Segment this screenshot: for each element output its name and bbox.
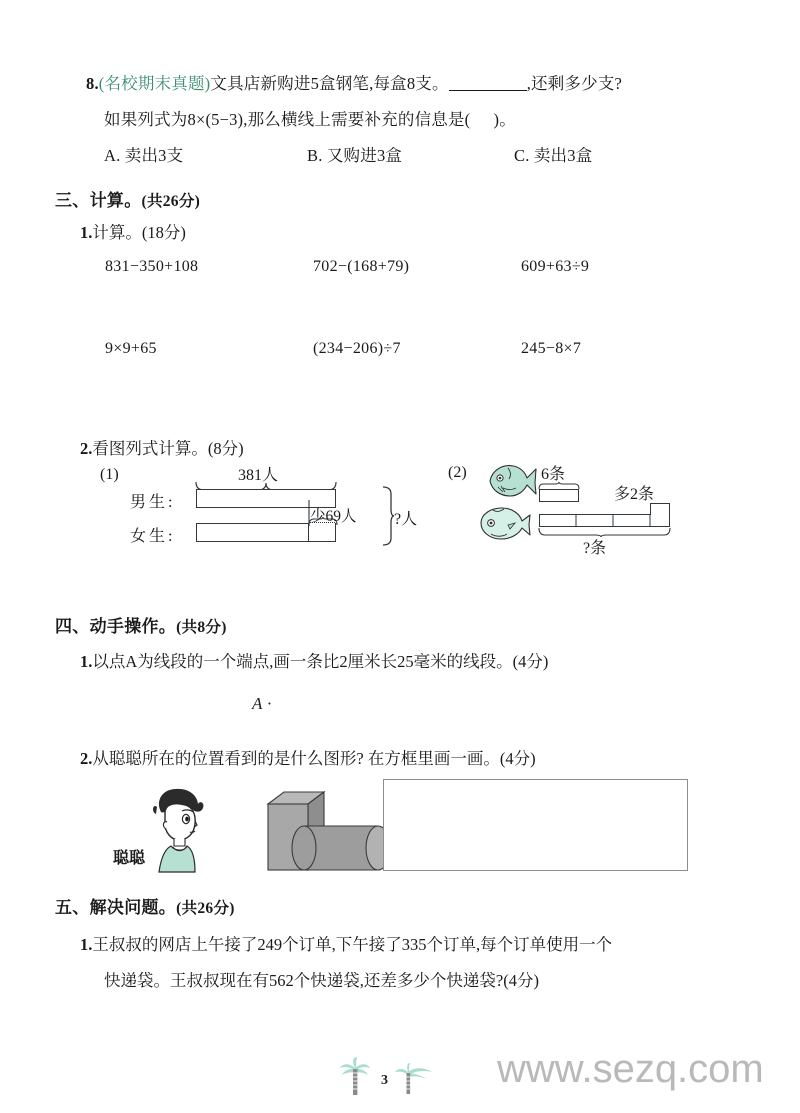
section-4-title: 四、动手操作。 — [55, 617, 177, 636]
question-8-option-a[interactable] — [104, 148, 183, 165]
section-4-sub-2-text: 从聪聪所在的位置看到的是什么图形? 在方框里画一画。 — [92, 749, 500, 768]
section-5-sub-1-line-2 — [104, 967, 539, 991]
question-8-option-c[interactable] — [514, 148, 592, 165]
sub-1-index: 1. — [80, 223, 93, 242]
boy-character-icon — [143, 786, 215, 872]
question-8-fill-blank[interactable] — [449, 90, 527, 91]
diagram-2-extra-segment — [650, 503, 670, 515]
site-watermark: www.sezq.com — [497, 1047, 764, 1091]
section-4-sub-1-text: 以点A为线段的一个端点,画一条比2厘米长25毫米的线段。 — [92, 652, 513, 671]
diagram-2-extra-label: 多2条 — [614, 486, 655, 503]
section-5-sub-1-index: 1. — [80, 935, 93, 954]
page-number: 3 — [381, 1073, 388, 1088]
section-3-sub-2-heading — [80, 435, 244, 459]
question-8-line-2-text: 如果列式为8×(5−3),那么横线上需要补充的信息是( — [104, 110, 471, 129]
diagram-2-lower-bar-ticks — [539, 514, 670, 527]
calc-row1-item1: 831−350+108 — [105, 258, 199, 275]
section-3-title: 三、计算。 — [55, 191, 142, 210]
sub-1-points: (18分) — [141, 223, 186, 242]
sub-2-points: (8分) — [207, 439, 244, 458]
question-8-line-2-end: )。 — [493, 110, 516, 129]
cylinder-solid-icon — [290, 822, 395, 874]
section-4-sub-1 — [80, 648, 548, 672]
section-5-heading — [55, 893, 235, 918]
question-8-answer-slot[interactable] — [470, 110, 493, 129]
calc-row2-item2: (234−206)÷7 — [313, 340, 401, 357]
diagram-2-marker: (2) — [448, 464, 467, 481]
section-5-sub-1-points: (4分) — [503, 971, 539, 990]
section-5-title: 五、解决问题。 — [55, 898, 177, 917]
option-a-label: A. 卖出3支 — [104, 146, 184, 165]
diagram-1-girls-bar — [196, 523, 309, 542]
palm-tree-right-icon — [394, 1062, 434, 1096]
fish-lower-icon — [477, 505, 533, 541]
sub-2-index: 2. — [80, 439, 93, 458]
diagram-1-row-2-label: 女生: — [130, 528, 176, 545]
question-8-line-1 — [86, 76, 622, 93]
diagram-2-upper-bar — [539, 489, 579, 502]
character-name-label: 聪聪 — [113, 850, 146, 867]
diagram-2-top-label: 6条 — [541, 466, 566, 483]
calc-row1-item3: 609+63÷9 — [521, 258, 590, 275]
sub-2-title: 看图列式计算。 — [92, 439, 208, 458]
diagram-1-marker: (1) — [100, 466, 119, 483]
palm-tree-left-icon — [338, 1056, 372, 1096]
section-4-heading — [55, 612, 227, 637]
calc-row1-item2: 702−(168+79) — [313, 258, 410, 275]
section-3-heading — [55, 186, 200, 211]
point-a-dot: · — [262, 694, 273, 713]
section-4-sub-2-points: (4分) — [499, 749, 536, 768]
section-4-sub-2-index: 2. — [80, 749, 93, 768]
section-3-points: (共26分) — [141, 193, 201, 210]
section-5-points: (共26分) — [176, 900, 235, 917]
section-4-points: (共8分) — [176, 619, 227, 636]
section-4-sub-1-points: (4分) — [512, 652, 549, 671]
diagram-2-upper-brace — [539, 482, 579, 490]
diagram-1-top-label: 381人 — [238, 467, 279, 484]
question-8-index: 8. — [86, 74, 99, 93]
drawing-answer-box[interactable] — [383, 779, 688, 871]
option-c-label: C. 卖出3盒 — [514, 146, 593, 165]
question-8-text-after-blank: ,还剩多少支? — [526, 74, 623, 93]
section-5-sub-1-text-line-1: 王叔叔的网店上午接了249个订单,下午接了335个订单,每个订单使用一个 — [92, 935, 613, 954]
section-4-sub-2 — [80, 745, 536, 769]
diagram-1-total-label: ?人 — [394, 511, 418, 528]
question-8-tag: (名校期末真题) — [98, 74, 211, 93]
calc-row2-item3: 245−8×7 — [521, 340, 582, 357]
diagram-2-bottom-label: ?条 — [583, 540, 607, 557]
section-5-sub-1-line-1 — [80, 931, 612, 955]
question-8-option-b[interactable] — [307, 148, 402, 165]
section-5-sub-1-text-line-2: 快递袋。王叔叔现在有562个快递袋,还差多少个快递袋? — [104, 971, 504, 990]
option-b-label: B. 又购进3盒 — [307, 146, 403, 165]
point-a-marker — [252, 694, 272, 714]
sub-1-title: 计算。 — [92, 223, 142, 242]
diagram-1-row-1-label: 男生: — [130, 494, 176, 511]
calc-row2-item1: 9×9+65 — [105, 340, 157, 357]
point-a-label: A — [252, 694, 263, 713]
diagram-1-total-brace — [382, 487, 394, 545]
section-4-sub-1-index: 1. — [80, 652, 93, 671]
fish-upper-icon — [486, 461, 538, 501]
question-8-line-2 — [104, 112, 516, 129]
question-8-text-before-blank: 文具店新购进5盒钢笔,每盒8支。 — [210, 74, 449, 93]
section-3-sub-1-heading — [80, 219, 186, 243]
diagram-1-difference-label: 少69人 — [310, 508, 357, 525]
